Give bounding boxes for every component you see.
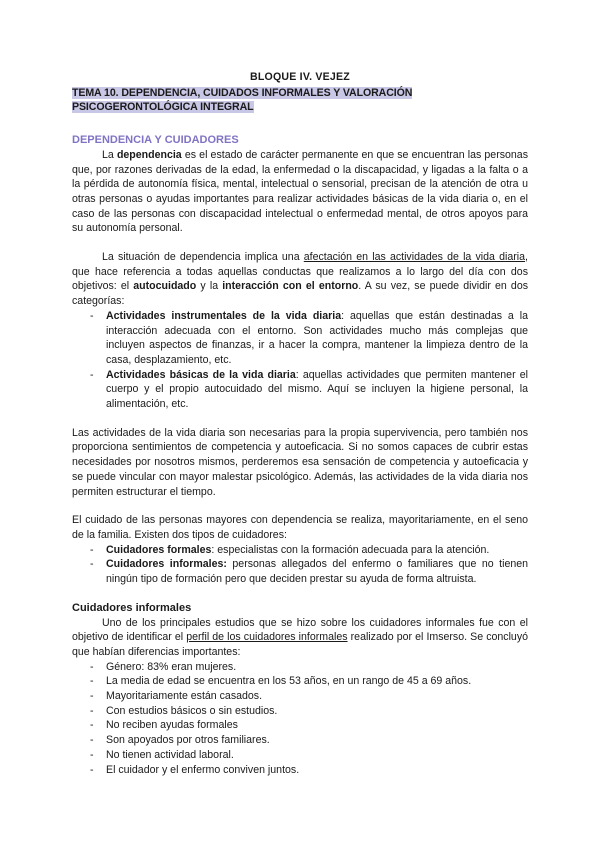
paragraph-dependencia-situation: La situación de dependencia implica una afectación en las actividades de la vida diaria, que hace referencia a todas aquellas conductas que realizamos a lo largo del día con dos objetivos: el autocuidado y la interacción con el entorno. A su vez, se puede dividir en dos categorías: (72, 251, 529, 308)
caregiver-types-list (72, 543, 528, 587)
activity-categories-list (72, 309, 528, 412)
caregiver-profile-list (72, 660, 528, 778)
topic-title-line-1: TEMA 10. DEPENDENCIA, CUIDADOS INFORMALES Y VALORACIÓN (72, 86, 413, 99)
document-page (72, 70, 528, 777)
list-item: - Cuidadores formales: especialistas con la formación adecuada para la atención. (90, 543, 490, 556)
list-item: - Cuidadores informales: personas allegados del enfermo o familiares que no tienen ningún tipo de formación pero que deciden prestar su ayuda de forma altruista. (90, 558, 529, 586)
list-item: - Actividades instrumentales de la vida diaria: aquellas que están destinadas a la interacción adecuada con el entorno. Son actividades mucho más complejas que incluyen aspectos de finanzas, ir a hacer la compra, mantener la limpieza dentro de la casa, desplazamiento, etc. (90, 309, 528, 366)
list-item: - No reciben ayudas formales (90, 719, 238, 732)
list-item: - Con estudios básicos o sin estudios. (90, 704, 278, 717)
list-item: - Son apoyados por otros familiares. (90, 734, 270, 747)
list-item: - Género: 83% eran mujeres. (90, 660, 237, 673)
list-item: - El cuidador y el enfermo conviven juntos. (90, 763, 300, 776)
list-item: - La media de edad se encuentra en los 53 años, en un rango de 45 a 69 años. (90, 675, 472, 688)
section-heading-informal-caregivers: Cuidadores informales (72, 601, 192, 614)
list-item: - Mayoritariamente están casados. (90, 690, 263, 703)
topic-title (72, 86, 528, 115)
list-item: - Actividades básicas de la vida diaria: aquellas actividades que permiten mantener el cuerpo y el propio autocuidado del mismo. Aquí se incluyen la higiene personal, la alimentación, etc. (90, 368, 528, 411)
section-heading-dependencia: DEPENDENCIA Y CUIDADORES (72, 134, 239, 147)
paragraph-imserso-study: Uno de los principales estudios que se hizo sobre los cuidadores informales fue con el objetivo de identificar el perfil de los cuidadores informales realizado por el Imserso. Se concluyó que habían diferencias importantes: (72, 616, 529, 658)
topic-title-line-2: PSICOGERONTOLÓGICA INTEGRAL (72, 101, 254, 114)
list-item: - No tienen actividad laboral. (90, 748, 234, 761)
paragraph-dependencia-definition: La dependencia es el estado de carácter permanente en que se encuentran las personas que, por razones derivadas de la edad, la enfermedad o la discapacidad, y ligadas a la falta o a la pérdida de autonomía física, mental, intelectual o sensorial, precisan de la atención de otra u otras personas o ayudas importantes para realizar actividades básicas de la vida diaria o, en el caso de las personas con discapacidad intelectual o enfermedad mental, de otros apoyos para su autonomía personal. (72, 148, 528, 235)
paragraph-activities-necessity: Las actividades de la vida diaria son necesarias para la propia supervivencia, pero también nos proporciona sentimientos de competencia y autoeficacia. Si no somos capaces de cubrir estas necesidades por nosotros mismos, perderemos esa sensación de competencia y autoeficacia y se puede vincular con mayor malestar psicológico. Además, las actividades de la vida diaria nos permiten estructurar el tiempo. (72, 426, 528, 498)
paragraph-care-family: El cuidado de las personas mayores con dependencia se realiza, mayoritariamente, en el seno de la familia. Existen dos tipos de cuidadores: (72, 514, 528, 541)
block-title: BLOQUE IV. VEJEZ (250, 71, 350, 83)
